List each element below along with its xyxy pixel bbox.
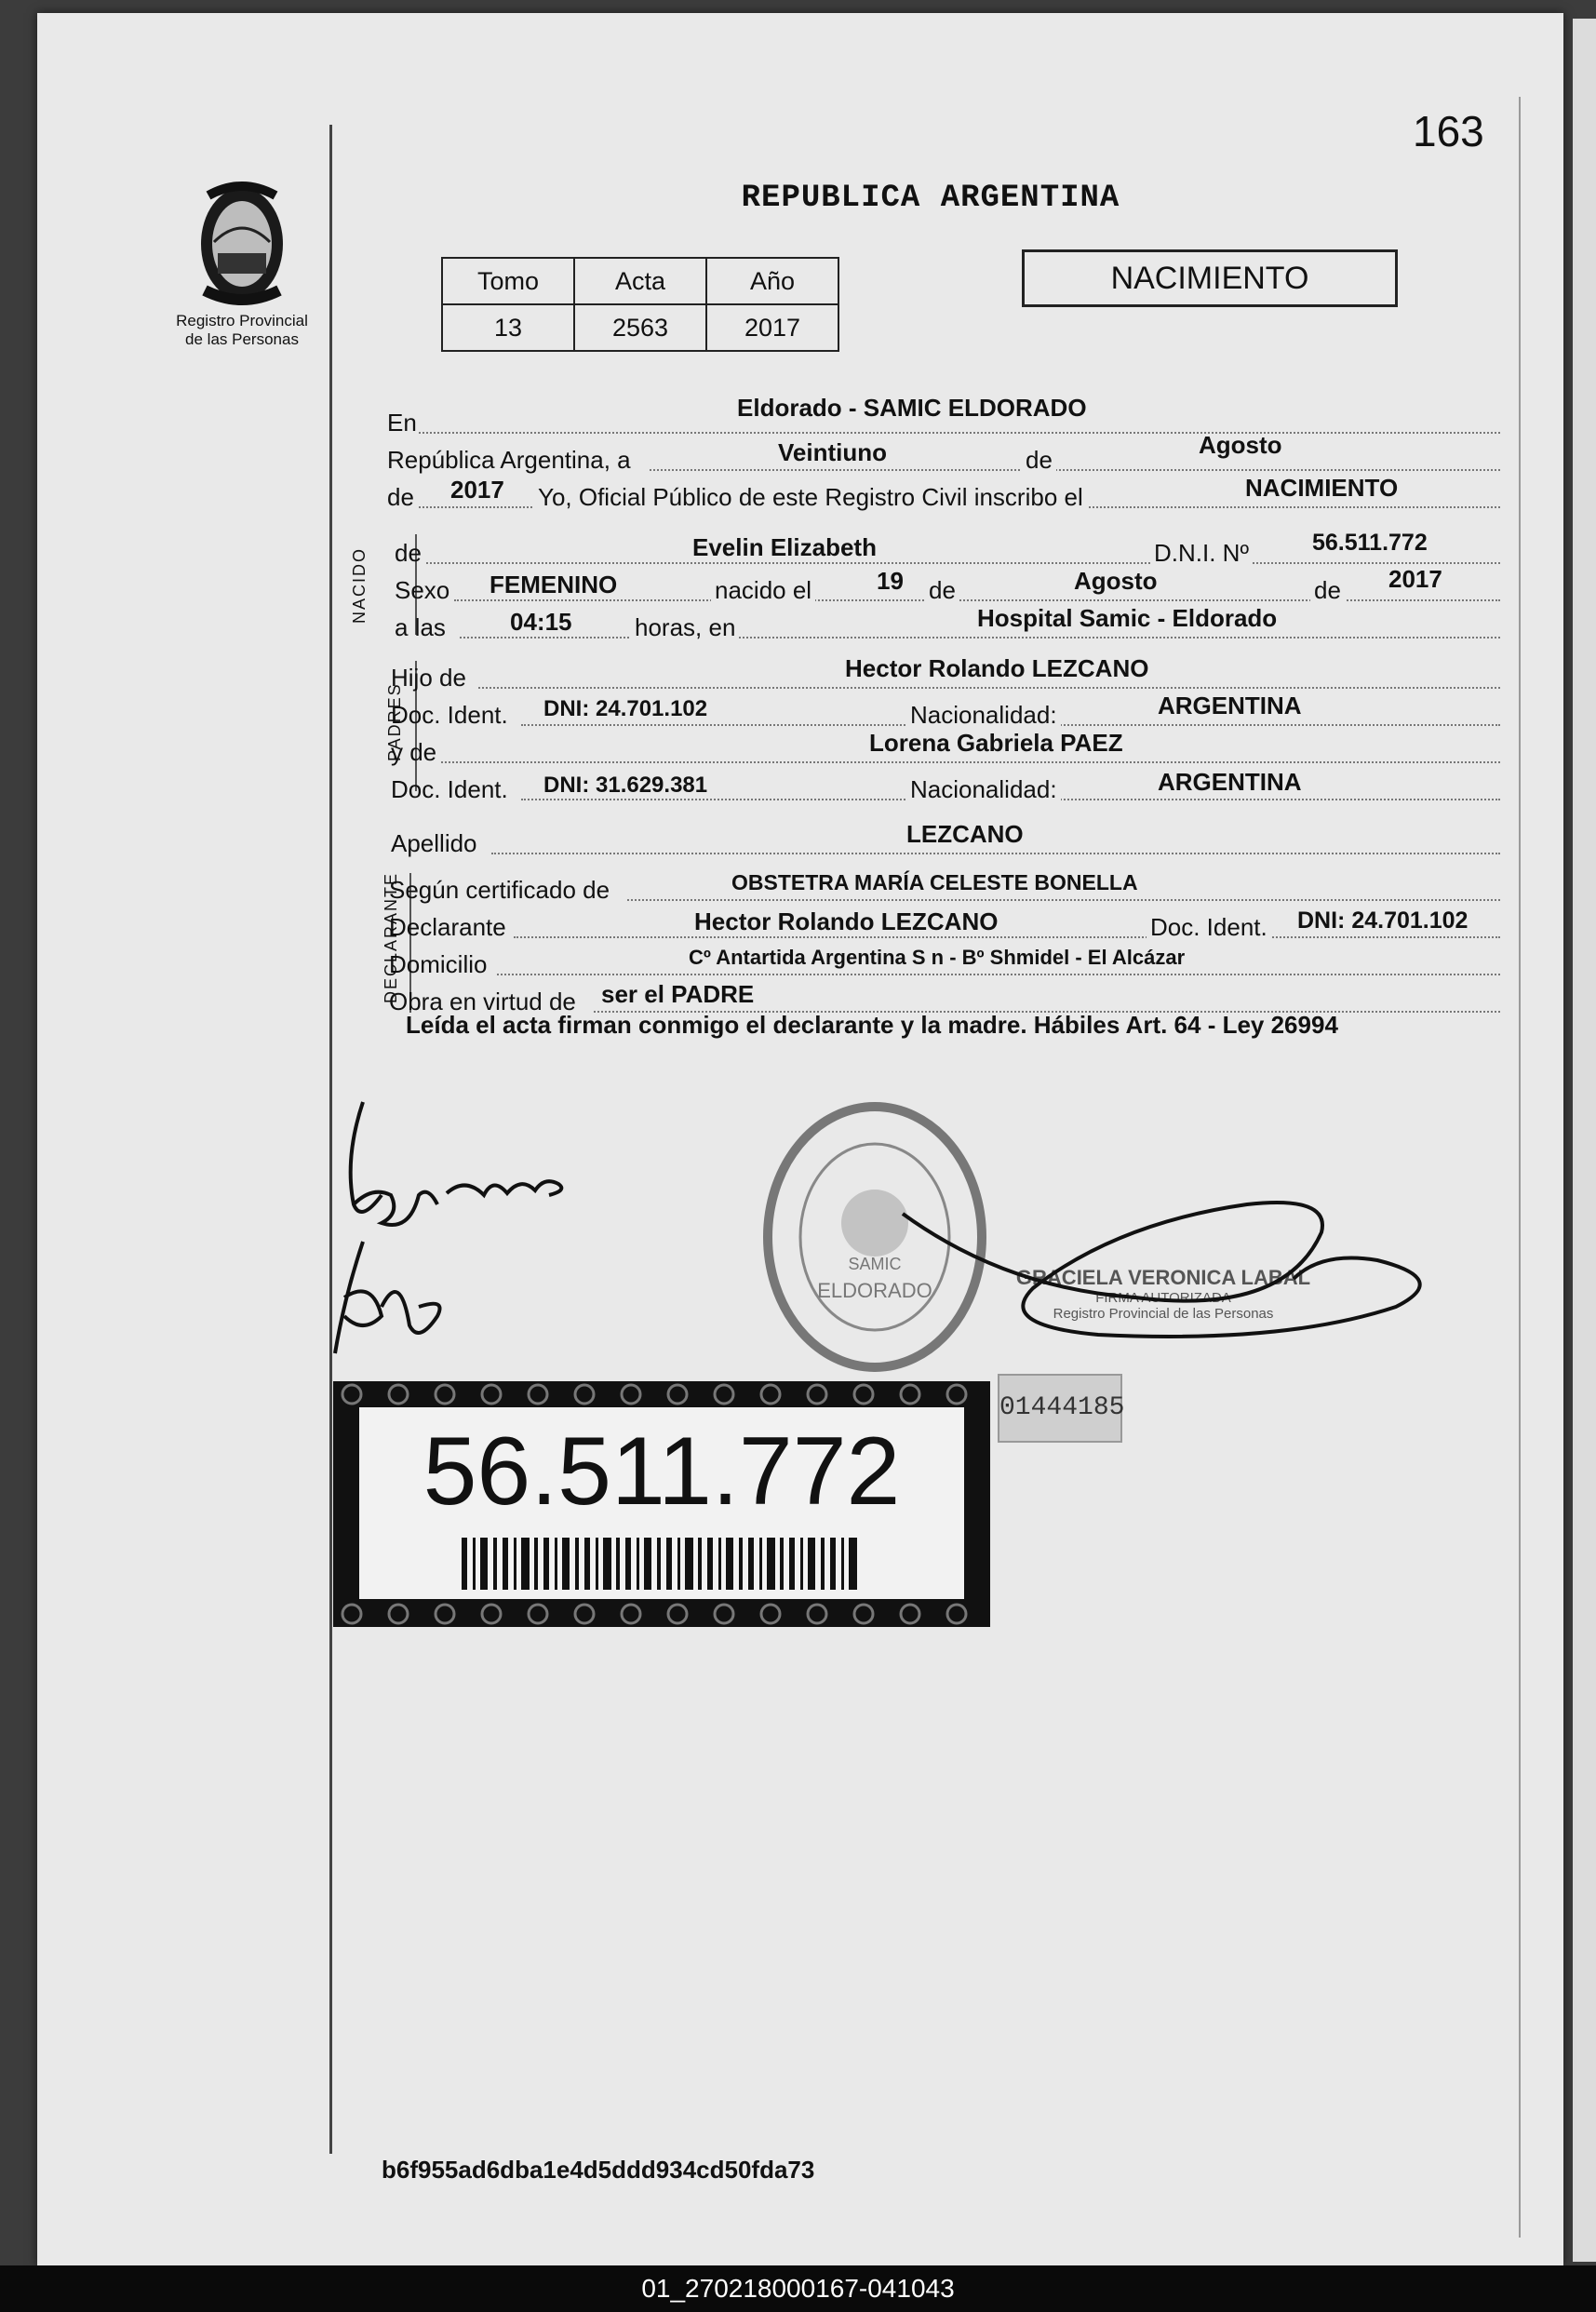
label-de-born-year: de [1310, 576, 1345, 605]
row-sex-birth [395, 565, 1500, 607]
row-father [391, 655, 1500, 694]
side-label-declarante: DECLARANTE [382, 871, 400, 1003]
barcode-number: 56.511.772 [422, 1418, 901, 1526]
label-de-born: de [925, 576, 959, 605]
value-mother-nat: ARGENTINA [1158, 768, 1302, 796]
row-surname [391, 821, 1500, 860]
label-horas: horas, en [631, 613, 739, 642]
value-declarant-doc: DNI: 24.701.102 [1297, 907, 1469, 934]
control-number: 01444185 [998, 1374, 1122, 1443]
label-sexo: Sexo [395, 576, 450, 604]
label-doc-ident-mother: Doc. Ident. [391, 775, 508, 803]
value-father-doc: DNI: 24.701.102 [543, 696, 708, 721]
value-birth-place: Hospital Samic - Eldorado [977, 604, 1278, 632]
row-date [387, 431, 1500, 477]
birth-certificate-page [37, 13, 1563, 2265]
value-birth-month: Agosto [1074, 567, 1158, 595]
side-label-padres: PADRES [385, 682, 404, 761]
dotted-line [419, 432, 1500, 434]
value-mother-doc: DNI: 31.629.381 [543, 773, 708, 798]
value-year: 2017 [450, 476, 504, 504]
label-a-las: a las [395, 613, 446, 641]
right-margin-line [1519, 97, 1521, 2238]
value-father-nat: ARGENTINA [1158, 692, 1302, 719]
label-doc-ident-father: Doc. Ident. [391, 701, 508, 729]
label-de-year: de [387, 483, 414, 511]
dotted-line [514, 936, 1500, 938]
header-tomo: Tomo [442, 258, 574, 304]
dotted-line [441, 761, 1500, 763]
label-nacionalidad-father: Nacionalidad: [906, 701, 1061, 730]
dotted-line [426, 562, 1500, 564]
value-sex: FEMENINO [490, 571, 618, 598]
value-name: Evelin Elizabeth [692, 533, 877, 561]
label-en: En [387, 409, 417, 437]
seal-text-center: ELDORADO [817, 1279, 932, 1302]
label-domicilio: Domicilio [389, 950, 488, 978]
official-name: GRACIELA VERONICA LABAL [1015, 1266, 1311, 1289]
registry-caption-2: de las Personas [185, 330, 299, 348]
value-mother: Lorena Gabriela PAEZ [869, 729, 1123, 757]
row-declarant [389, 905, 1500, 944]
value-tomo: 13 [442, 304, 574, 351]
row-address [389, 942, 1500, 981]
row-father-doc [391, 692, 1500, 732]
document-hash: b6f955ad6dba1e4d5ddd934cd50fda73 [382, 2156, 815, 2184]
label-segun: Según certificado de [389, 876, 610, 904]
label-doc-ident-declarant: Doc. Ident. [1147, 913, 1271, 942]
barcode-label [359, 1407, 964, 1599]
registration-table [441, 257, 839, 352]
header-acta: Acta [574, 258, 706, 304]
official-registry: Registro Provincial de las Personas [1053, 1306, 1274, 1322]
dotted-line [627, 899, 1500, 901]
label-nacionalidad-mother: Nacionalidad: [906, 775, 1061, 804]
dotted-line [650, 469, 1500, 471]
value-ano: 2017 [706, 304, 838, 351]
dotted-line [497, 974, 1500, 975]
label-y-de: y de [391, 738, 437, 766]
value-certificate: OBSTETRA MARÍA CELESTE BONELLA [731, 870, 1138, 894]
page-number: 163 [1413, 107, 1484, 155]
reading-statement: Leída el acta firman conmigo el declarante y la madre. Hábiles Art. 64 - Ley 26994 [406, 1011, 1338, 1039]
row-time-place [395, 605, 1500, 644]
official-signature-icon [893, 1176, 1470, 1381]
value-father: Hector Rolando LEZCANO [845, 654, 1149, 682]
value-day-words: Veintiuno [778, 438, 887, 466]
dotted-line [478, 687, 1500, 689]
value-place: Eldorado - SAMIC ELDORADO [737, 394, 1087, 422]
dotted-line [460, 637, 1500, 638]
label-republica: República Argentina, a [387, 446, 631, 474]
value-birth-day: 19 [877, 567, 904, 595]
label-dni: D.N.I. Nº [1150, 539, 1253, 568]
seal-text-samic: SAMIC [848, 1255, 902, 1273]
dotted-line [491, 853, 1500, 854]
label-apellido: Apellido [391, 829, 477, 857]
row-year-act [387, 475, 1500, 514]
value-dni: 56.511.772 [1312, 530, 1428, 556]
label-de-name: de [395, 539, 422, 567]
label-obra: Obra en virtud de [389, 988, 576, 1015]
header-ano: Año [706, 258, 838, 304]
value-time: 04:15 [510, 608, 572, 636]
row-name [395, 531, 1500, 570]
barcode-icon [462, 1538, 862, 1590]
value-capacity: ser el PADRE [601, 980, 755, 1008]
value-acta: 2563 [574, 304, 706, 351]
row-mother-doc [391, 767, 1500, 806]
country-title: REPUBLICA ARGENTINA [741, 181, 1120, 216]
record-type-box: NACIMIENTO [1022, 249, 1398, 307]
registry-logo [168, 177, 316, 349]
next-page-edge [1573, 19, 1596, 2262]
scan-footer-id: 01_270218000167-041043 [0, 2265, 1596, 2312]
label-nacido: nacido el [711, 576, 815, 605]
declarant-signature-icon [307, 1083, 661, 1400]
value-month: Agosto [1199, 431, 1282, 459]
label-de-month: de [1022, 446, 1056, 475]
value-declarant: Hector Rolando LEZCANO [694, 907, 999, 935]
row-place [387, 394, 1500, 439]
label-yo: Yo, Oficial Público de este Registro Civil inscribo el [532, 483, 1089, 512]
barcode-sticker [333, 1381, 990, 1627]
row-mother [391, 730, 1500, 769]
misiones-seal-icon [186, 177, 298, 307]
side-label-nacido: NACIDO [350, 546, 369, 624]
official-role: FIRMA AUTORIZADA [1095, 1290, 1231, 1306]
value-surname: LEZCANO [906, 820, 1024, 848]
label-hijo-de: Hijo de [391, 664, 466, 692]
value-address: Cº Antartida Argentina S n - Bº Shmidel - El Alcázar [689, 946, 1186, 969]
row-certificate [389, 867, 1500, 907]
registry-caption-1: Registro Provincial [176, 312, 308, 329]
label-declarante: Declarante [389, 913, 506, 941]
value-act: NACIMIENTO [1245, 474, 1399, 502]
value-birth-year: 2017 [1388, 565, 1442, 593]
